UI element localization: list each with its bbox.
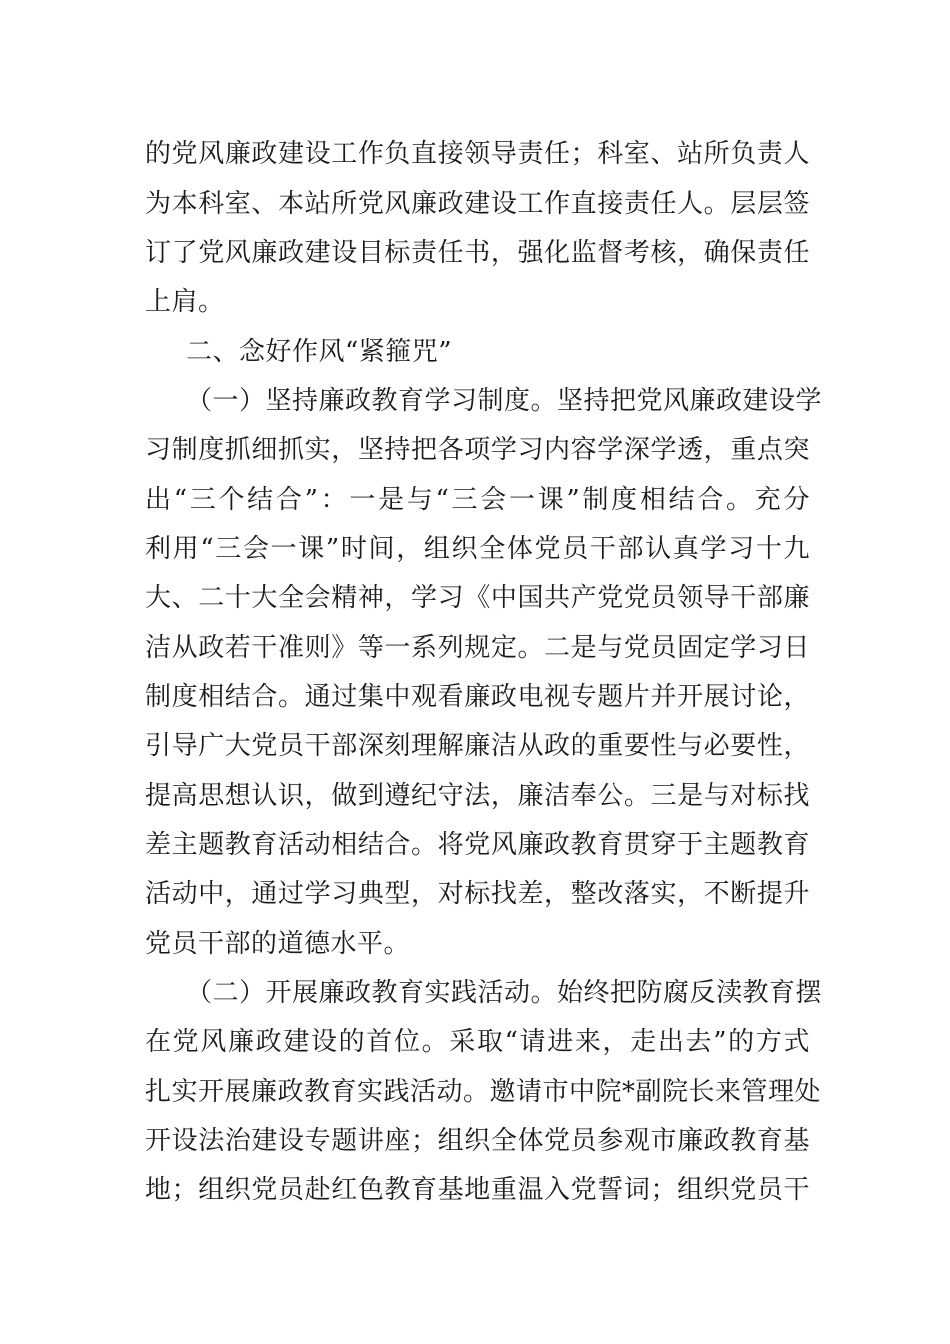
text-line: 洁从政若干准则》等一系列规定。二是与党员固定学习日 <box>145 633 810 663</box>
text-line: 为本科室、本站所党风廉政建设工作直接责任人。层层签 <box>145 189 810 219</box>
text-line: 习制度抓细抓实，坚持把各项学习内容学深学透，重点突 <box>145 435 810 465</box>
text-line: 引导广大党员干部深刻理解廉洁从政的重要性与必要性， <box>145 731 810 761</box>
text-line: 在党风廉政建设的首位。采取“请进来，走出去”的方式 <box>145 1027 810 1057</box>
text-line: 地；组织党员赴红色教育基地重温入党誓词；组织党员干 <box>145 1175 810 1205</box>
text-line: 提高思想认识，做到遵纪守法，廉洁奉公。三是与对标找 <box>145 781 810 811</box>
section-heading: 二、念好作风“紧箍咒” <box>186 337 453 367</box>
text-line: 差主题教育活动相结合。将党风廉政教育贯穿于主题教育 <box>145 830 810 860</box>
text-line: 出“三个结合”：一是与“三会一课”制度相结合。充分 <box>145 485 810 515</box>
text-line: 开设法治建设专题讲座；组织全体党员参观市廉政教育基 <box>145 1126 810 1156</box>
text-line: 订了党风廉政建设目标责任书，强化监督考核，确保责任 <box>145 238 810 268</box>
text-line: 党员干部的道德水平。 <box>145 929 411 959</box>
text-line: 扎实开展廉政教育实践活动。邀请市中院*副院长来管理处 <box>145 1077 822 1107</box>
text-line: 活动中，通过学习典型，对标找差，整改落实，不断提升 <box>145 879 810 909</box>
text-line: 上肩。 <box>145 287 225 317</box>
text-line: （二）开展廉政教育实践活动。始终把防腐反渎教育摆 <box>186 978 823 1008</box>
text-line: 的党风廉政建设工作负直接领导责任；科室、站所负责人 <box>145 139 810 169</box>
text-line: （一）坚持廉政教育学习制度。坚持把党风廉政建设学 <box>186 386 823 416</box>
text-line: 制度相结合。通过集中观看廉政电视专题片并开展讨论， <box>145 682 810 712</box>
text-line: 利用“三会一课”时间，组织全体党员干部认真学习十九 <box>145 534 810 564</box>
text-line: 大、二十大全会精神，学习《中国共产党党员领导干部廉 <box>145 583 810 613</box>
